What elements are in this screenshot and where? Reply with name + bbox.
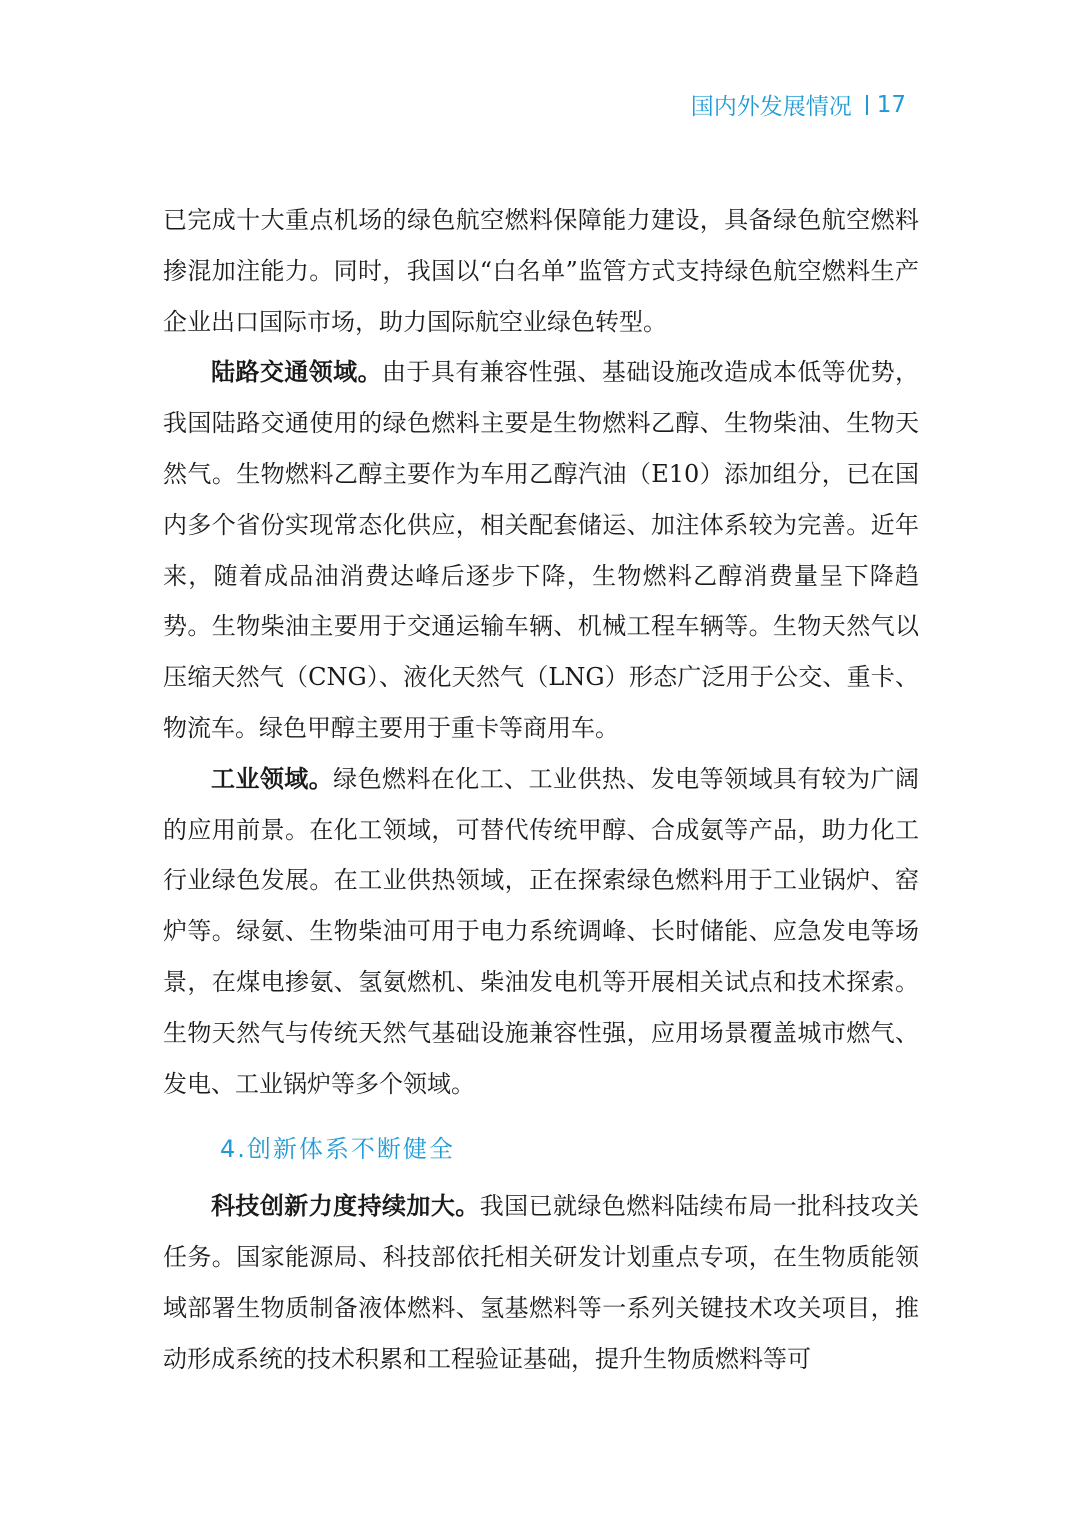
paragraph-text: 由于具有兼容性强、基础设施改造成本低等优势，我国陆路交通使用的绿色燃料主要是生物燃料乙醇、生物柴油、生物天然气。生物燃料乙醇主要作为车用乙醇汽油（E10）添加组分，已在国内多个省份实现常态化供应，相关配套储运、加注体系较为完善。近年来，随着成品油消费达峰后逐步下降，生物燃料乙醇消费量呈下降趋势。生物柴油主要用于交通运输车辆、机械工程车辆等。生物天然气以压缩天然气（CNG）、液化天然气（LNG）形态广泛用于公交、重卡、物流车。绿色甲醇主要用于重卡等商用车。 [163, 358, 919, 742]
paragraph-lead: 工业领域。 [211, 763, 334, 793]
header-section-title: 国内外发展情况 [690, 94, 852, 120]
paragraph-lead: 陆路交通领域。 [211, 357, 382, 387]
paragraph-text: 已完成十大重点机场的绿色航空燃料保障能力建设，具备绿色航空燃料掺混加注能力。同时，我国以“白名单”监管方式支持绿色航空燃料生产企业出口国际市场，助力国际航空业绿色转型。 [163, 206, 919, 336]
page-body [163, 195, 919, 1385]
paragraph-aviation-continued [163, 195, 919, 347]
running-header [691, 88, 906, 121]
paragraph-innovation [163, 1181, 919, 1384]
page-number: 17 [876, 91, 906, 118]
paragraph-industry [163, 754, 919, 1110]
section-heading: 4.创新体系不断健全 [220, 1135, 455, 1164]
header-divider [866, 95, 868, 115]
paragraph-text: 绿色燃料在化工、工业供热、发电等领域具有较为广阔的应用前景。在化工领域，可替代传统甲醇、合成氨等产品，助力化工行业绿色发展。在工业供热领域，正在探索绿色燃料用于工业锅炉、窑炉等。绿氨、生物柴油可用于电力系统调峰、长时储能、应急发电等场景，在煤电掺氨、氢氨燃机、柴油发电机等开展相关试点和技术探索。生物天然气与传统天然气基础设施兼容性强，应用场景覆盖城市燃气、发电、工业锅炉等多个领域。 [163, 764, 920, 1098]
paragraph-land-transport [163, 347, 919, 753]
paragraph-lead: 科技创新力度持续加大。 [211, 1191, 480, 1221]
paragraph-text: 我国已就绿色燃料陆续布局一批科技攻关任务。国家能源局、科技部依托相关研发计划重点专项，在生物质能领域部署生物质制备液体燃料、氢基燃料等一系列关键技术攻关项目，推动形成系统的技术积累和工程验证基础，提升生物质燃料等可 [163, 1192, 920, 1373]
